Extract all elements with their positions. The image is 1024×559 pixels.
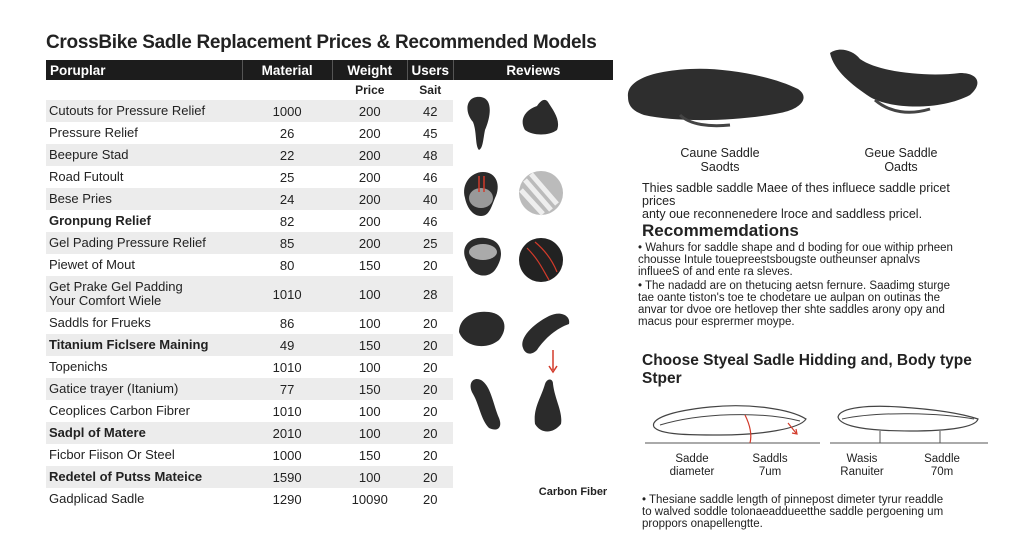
row-material: 49 [242, 334, 332, 356]
row-users: 20 [423, 359, 438, 375]
row-weight: 200 [358, 125, 381, 141]
reviews-caption: Carbon Fiber [538, 486, 608, 498]
diagram-label-7um: Saddls 7um [752, 453, 788, 478]
row-users: 20 [423, 491, 438, 507]
choose-heading: Choose Styeal Sadle Hidding and, Body type Stper [642, 352, 972, 387]
subheader-row [46, 80, 613, 100]
saddle-photo-1 [628, 69, 804, 120]
choose-note: • Thesiane saddle length of pinnepost dimeter tyrur readdle to walved soddle tolonaeaddueetthe saddle pergoening um proppors onapellengtte. [642, 494, 944, 530]
row-material: 24 [242, 188, 332, 210]
row-name: Gadplicad Sadle [49, 491, 145, 506]
row-name: Redetel of Putss Mateice [46, 466, 242, 488]
saddle-thumb-1 [468, 97, 490, 150]
price-table [46, 60, 613, 510]
row-users: 28 [407, 276, 453, 312]
row-weight: 100 [332, 276, 407, 312]
row-users: 20 [423, 403, 438, 419]
row-users: 42 [407, 100, 453, 122]
row-users: 20 [407, 334, 453, 356]
row-users: 20 [423, 257, 438, 273]
row-material: 86 [279, 315, 295, 331]
row-material: 2010 [242, 422, 332, 444]
row-weight: 100 [358, 359, 381, 375]
recommendation-bullet-2: • The nadadd are on thetucing aetsn fernure. Saadimg sturge tae oante tiston's toe te chodetare ue aulpan on outinas the anvar tor dvoe ore hetlovep ther shte saddles arony opy and macus pour esprermer moype. [638, 280, 950, 328]
row-material: 1010 [272, 359, 302, 375]
row-users: 20 [407, 422, 453, 444]
reviews-images [453, 80, 613, 510]
col-header-users: Users [407, 60, 453, 80]
row-weight: 200 [332, 100, 407, 122]
row-weight: 100 [332, 422, 407, 444]
row-users: 48 [407, 144, 453, 166]
row-weight: 200 [358, 213, 381, 229]
row-weight: 150 [358, 257, 381, 273]
saddle-thumb-8 [522, 314, 569, 354]
row-weight: 100 [358, 403, 381, 419]
saddle-thumb-9 [471, 379, 501, 430]
saddle-photo-2 [830, 50, 977, 107]
col-header-popular: Poruplar [46, 60, 242, 80]
row-name: Saddls for Frueks [49, 315, 151, 330]
row-name: Cutouts for Pressure Relief [46, 100, 242, 122]
row-name: Pressure Relief [49, 125, 138, 140]
row-name: Bese Pries [46, 188, 242, 210]
saddle-thumb-2 [523, 100, 558, 135]
row-weight: 200 [332, 232, 407, 254]
row-users: 25 [407, 232, 453, 254]
row-material: 1010 [242, 276, 332, 312]
row-users: 20 [423, 447, 438, 463]
row-weight: 10090 [351, 491, 388, 507]
row-name: Road Futoult [49, 169, 124, 184]
row-weight: 100 [332, 466, 407, 488]
row-weight: 150 [332, 334, 407, 356]
row-name: Sadpl of Matere [46, 422, 242, 444]
row-users: 20 [423, 315, 438, 331]
row-name: Ceoplices Carbon Fibrer [49, 403, 190, 418]
row-users: 46 [423, 213, 438, 229]
row-name: Beepure Stad [46, 144, 242, 166]
saddle-thumb-7 [459, 312, 504, 346]
row-material: 1290 [272, 491, 302, 507]
row-material: 77 [242, 378, 332, 400]
row-weight: 200 [332, 188, 407, 210]
col-header-reviews: Reviews [453, 60, 613, 80]
row-material: 1000 [242, 100, 332, 122]
row-material: 1000 [272, 447, 302, 463]
row-name: Ficbor Fiison Or Steel [49, 447, 175, 462]
col-header-weight: Weight [332, 60, 407, 80]
photo-caption-1: Caune Saddle Saodts [680, 146, 760, 174]
row-weight: 200 [332, 144, 407, 166]
subheader-price: Price [355, 83, 385, 97]
row-material: 1590 [242, 466, 332, 488]
page-title: CrossBike Sadle Replacement Prices & Recommended Models [46, 32, 597, 53]
row-name: Gel Pading Pressure Relief [46, 232, 242, 254]
row-users: 40 [407, 188, 453, 210]
saddle-thumb-6 [519, 238, 563, 282]
saddle-diagrams [640, 395, 1020, 455]
row-users: 20 [407, 378, 453, 400]
row-users: 46 [423, 169, 438, 185]
row-name: Titanium Ficlsere Maining [46, 334, 242, 356]
row-users: 45 [423, 125, 438, 141]
row-material: 85 [242, 232, 332, 254]
table-header-row [46, 60, 613, 80]
saddle-diagram-right [838, 406, 978, 431]
row-name: Gronpung Relief [49, 213, 151, 228]
row-weight: 150 [332, 378, 407, 400]
row-material: 25 [279, 169, 295, 185]
row-weight: 200 [358, 169, 381, 185]
row-name: Gatice trayer (Itanium) [46, 378, 242, 400]
row-material: 80 [279, 257, 295, 273]
diagram-label-70m: Saddle 70m [924, 453, 960, 478]
photo-caption-2: Geue Saddle Oadts [864, 146, 938, 174]
saddle-photos [620, 45, 1000, 145]
row-material: 26 [279, 125, 295, 141]
diagram-label-diameter: Sadde diameter [669, 453, 715, 478]
saddle-thumbnails [453, 80, 615, 510]
diagram-label-ranuiter: Wasis Ranuiter [840, 453, 884, 478]
row-users: 20 [407, 466, 453, 488]
row-name: Get Prake Gel Padding Your Comfort Wiele [46, 276, 242, 312]
recommendations-heading: Recommemdations [642, 221, 799, 240]
recommendation-bullet-1: • Wahurs for saddle shape and d boding for oue withip prheen chousse Intule touepreestsbougste outheunser apnalvs influeeS of and ente ra sleves. [638, 242, 953, 278]
saddle-thumb-10 [535, 380, 562, 432]
col-header-material: Material [242, 60, 332, 80]
row-material: 22 [242, 144, 332, 166]
intro-text: Thies sadble saddle Maee of thes influece saddle pricet prices anty oue reconnenedere lroce and saddless pricel. [642, 181, 950, 221]
row-weight: 100 [358, 315, 381, 331]
row-material: 1010 [272, 403, 302, 419]
subheader-sait: Sait [419, 83, 442, 97]
row-weight: 150 [358, 447, 381, 463]
row-name: Piewet of Mout [49, 257, 135, 272]
row-name: Topenichs [49, 359, 108, 374]
row-material: 82 [279, 213, 295, 229]
